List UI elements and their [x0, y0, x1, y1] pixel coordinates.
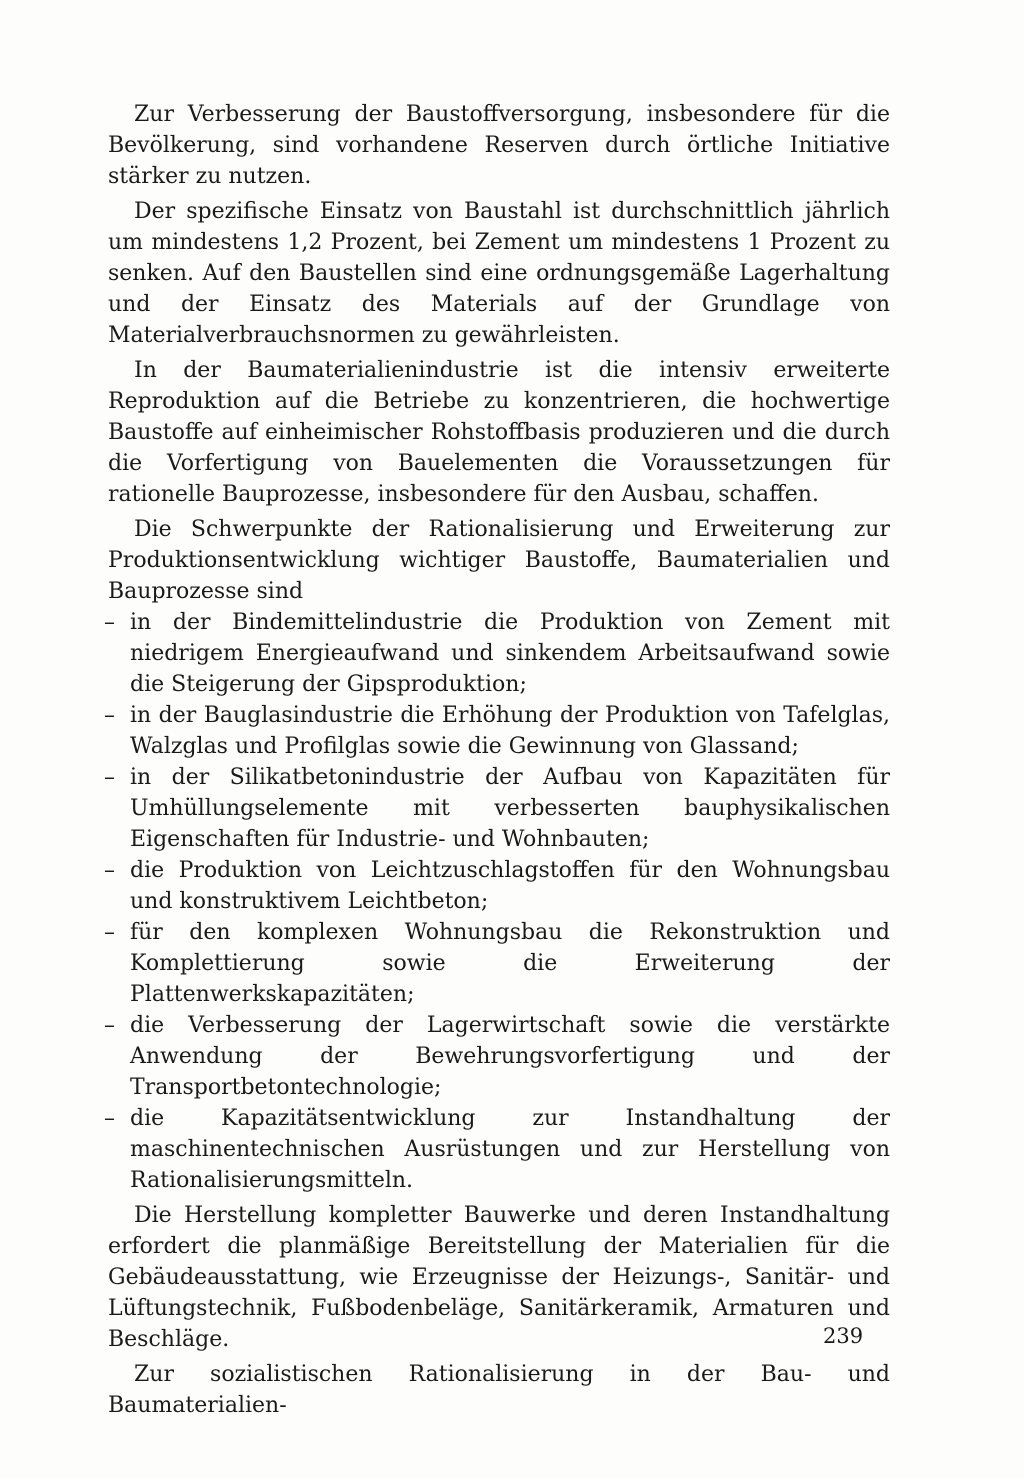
paragraph-herstellung: Die Herstellung kompletter Bauwerke und deren Instandhaltung erfordert die planmäßige Bereitstellung der Materialien für die Gebäudeausstattung, wie Erzeugnisse der Heizungs-, Sanitär- und Lüftungstechnik, Fußbodenbeläge, Sanitärkeramik, Armaturen und Beschläge. [108, 1203, 890, 1352]
list-item-text: in der Bauglasindustrie die Erhöhung der Produktion von Tafelglas, Walzglas und Profilglas sowie die Gewinnung von Glassand; [130, 703, 890, 759]
dash-marker: – [104, 858, 115, 883]
dash-marker: – [104, 1106, 115, 1131]
list-item [104, 855, 890, 917]
body-text [104, 99, 890, 1421]
paragraph-baustoffversorgung: Zur Verbesserung der Baustoffversorgung, insbesondere für die Bevölkerung, sind vorhandene Reserven durch örtliche Initiative stärker zu nutzen. [108, 102, 890, 189]
dash-marker: – [104, 703, 115, 728]
schwerpunkte-list [104, 607, 890, 1196]
list-item [104, 917, 890, 1010]
paragraph-baumaterialienindustrie: In der Baumaterialienindustrie ist die intensiv erweiterte Reproduktion auf die Betriebe zu konzentrieren, die hochwertige Baustoffe auf einheimischer Rohstoffbasis produzieren und die durch die Vorfertigung von Bauelementen die Voraussetzungen für rationelle Bauprozesse, insbesondere für den Ausbau, schaffen. [108, 358, 890, 507]
list-item-text: die Kapazitätsentwicklung zur Instandhaltung der maschinentechnischen Ausrüstungen und zur Herstellung von Rationalisierungsmitteln. [130, 1106, 890, 1193]
list-item-text: in der Bindemittelindustrie die Produktion von Zement mit niedrigem Energieaufwand und sinkendem Arbeitsaufwand sowie die Steigerung der Gipsproduktion; [130, 610, 890, 697]
list-item [104, 1103, 890, 1196]
list-item-text: die Produktion von Leichtzuschlagstoffen für den Wohnungsbau und konstruktivem Leichtbeton; [130, 858, 890, 914]
list-item [104, 607, 890, 700]
paragraph-baustahl: Der spezifische Einsatz von Baustahl ist durchschnittlich jährlich um mindestens 1,2 Prozent, bei Zement um mindestens 1 Prozent zu senken. Auf den Baustellen sind eine ordnungsgemäße Lagerhaltung und der Einsatz des Materials auf der Grundlage von Materialverbrauchsnormen zu gewährleisten. [108, 199, 890, 348]
dash-marker: – [104, 1013, 115, 1038]
list-item-text: in der Silikatbetonindustrie der Aufbau von Kapazitäten für Umhüllungselemente mit verbesserten bauphysikalischen Eigenschaften für Industrie- und Wohnbauten; [130, 765, 890, 852]
paragraph-rationalisierung: Zur sozialistischen Rationalisierung in der Bau- und Baumaterialien- [108, 1362, 890, 1418]
page-number: 239 [823, 1324, 864, 1348]
dash-marker: – [104, 920, 115, 945]
dash-marker: – [104, 765, 115, 790]
list-item-text: die Verbesserung der Lagerwirtschaft sowie die verstärkte Anwendung der Bewehrungsvorfertigung und der Transportbetontechnologie; [130, 1013, 890, 1100]
list-item [104, 762, 890, 855]
list-item [104, 1010, 890, 1103]
list-item [104, 700, 890, 762]
list-item-text: für den komplexen Wohnungsbau die Rekonstruktion und Komplettierung sowie die Erweiterung der Plattenwerkskapazitäten; [130, 920, 890, 1007]
dash-marker: – [104, 610, 115, 635]
paragraph-schwerpunkte: Die Schwerpunkte der Rationalisierung und Erweiterung zur Produktionsentwicklung wichtiger Baustoffe, Baumaterialien und Bauprozesse sind [108, 517, 890, 604]
